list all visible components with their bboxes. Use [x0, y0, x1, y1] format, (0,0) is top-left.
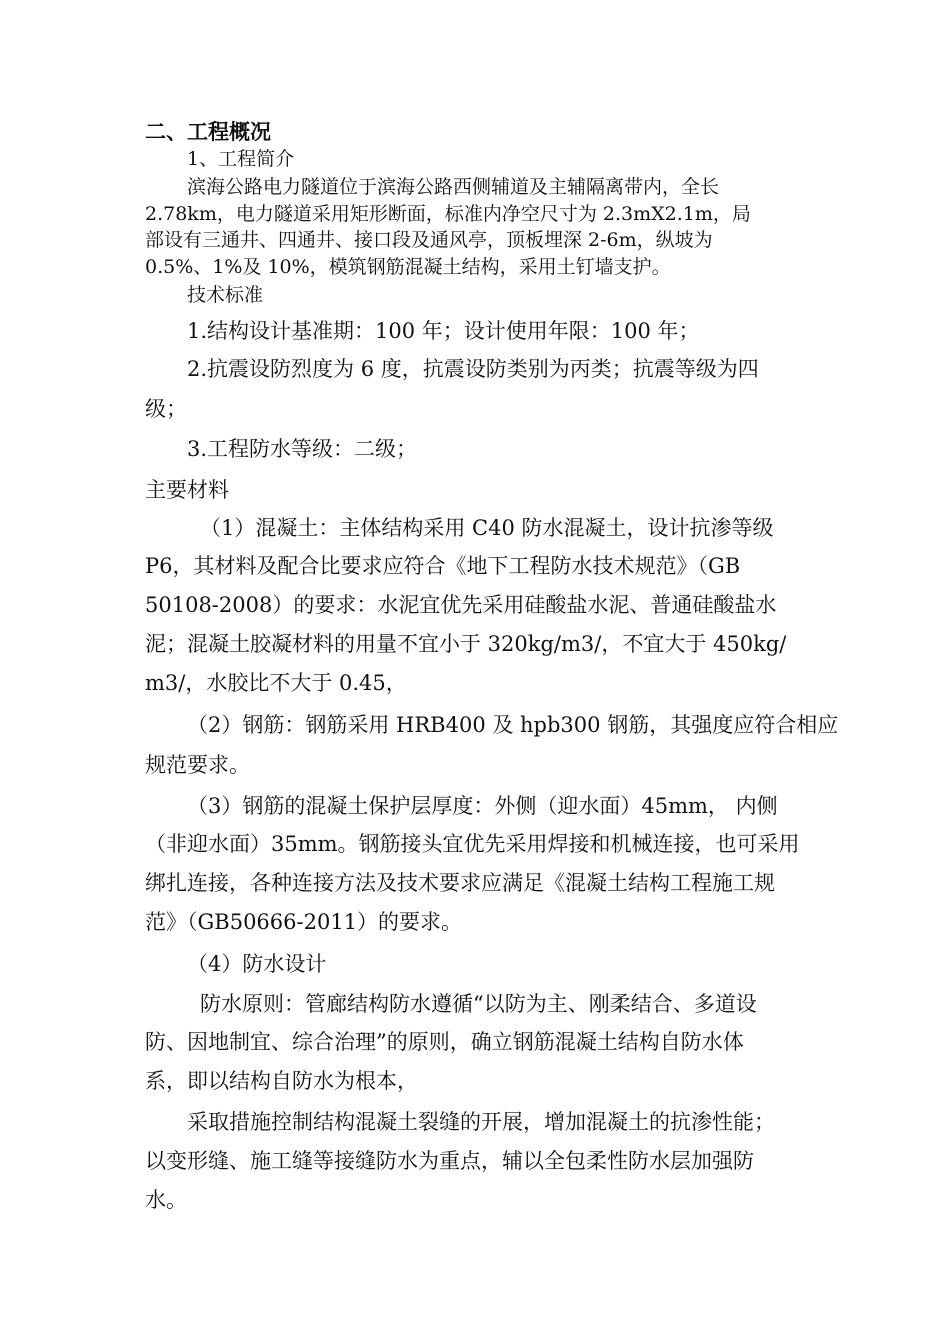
tech-item: 级；: [145, 397, 187, 421]
subsection-title: 1、工程简介: [187, 148, 295, 170]
material-4b-line: 采取措施控制结构混凝土裂缝的开展，增加混凝土的抗渗性能；: [187, 1110, 775, 1134]
material-3-line: （3）钢筋的混凝土保护层厚度：外侧（迎水面）45mm， 内侧: [187, 794, 778, 818]
material-1-line: 泥；混凝土胶凝材料的用量不宜小于 320kg/m3/，不宜大于 450kg/: [145, 632, 787, 656]
material-4-line: 防水原则：管廊结构防水遵循“以防为主、刚柔结合、多道设: [200, 992, 757, 1016]
material-1-line: P6，其材料及配合比要求应符合《地下工程防水技术规范》（GB: [145, 554, 741, 578]
intro-line: 2.78km，电力隧道采用矩形断面，标准内净空尺寸为 2.3mX2.1m，局: [145, 203, 751, 225]
material-2-line: （2）钢筋：钢筋采用 HRB400 及 hpb300 钢筋，其强度应符合相应: [187, 713, 839, 737]
material-3-line: 范》（GB50666-2011）的要求。: [145, 910, 463, 934]
intro-line: 部设有三通井、四通井、接口段及通风亭，顶板埋深 2-6m，纵坡为: [145, 229, 713, 251]
material-3-line: （非迎水面）35mm。钢筋接头宜优先采用焊接和机械连接，也可采用: [145, 832, 800, 856]
material-1-line: m3/，水胶比不大于 0.45，: [145, 671, 407, 695]
material-3-line: 绑扎连接，各种连接方法及技术要求应满足《混凝土结构工程施工规: [145, 871, 775, 895]
material-4-line: 系，即以结构自防水为根本，: [145, 1069, 418, 1093]
material-4b-line: 水。: [145, 1188, 187, 1212]
tech-item: 1.结构设计基准期：100 年；设计使用年限：100 年；: [187, 319, 700, 343]
intro-line: 滨海公路电力隧道位于滨海公路西侧辅道及主辅隔离带内，全长: [187, 176, 720, 198]
tech-item: 3.工程防水等级：二级；: [187, 437, 418, 461]
material-4-line: 防、因地制宜、综合治理”的原则，确立钢筋混凝土结构自防水体: [145, 1030, 744, 1054]
section-heading: 二、工程概况: [145, 119, 271, 144]
tech-title: 技术标准: [187, 284, 264, 306]
material-1-line: （1）混凝土：主体结构采用 C40 防水混凝土，设计抗渗等级: [200, 516, 774, 540]
tech-item: 2.抗震设防烈度为 6 度，抗震设防类别为丙类；抗震等级为四: [187, 357, 759, 381]
material-1-line: 50108-2008）的要求：水泥宜优先采用硅酸盐水泥、普通硅酸盐水: [145, 593, 777, 617]
material-4-title: （4）防水设计: [187, 952, 327, 976]
material-4b-line: 以变形缝、施工缝等接缝防水为重点，辅以全包柔性防水层加强防: [145, 1149, 754, 1173]
intro-line: 0.5%、1%及 10%，模筑钢筋混凝土结构，采用土钉墙支护。: [145, 256, 671, 278]
materials-title: 主要材料: [145, 478, 229, 502]
material-2-line: 规范要求。: [145, 753, 250, 777]
